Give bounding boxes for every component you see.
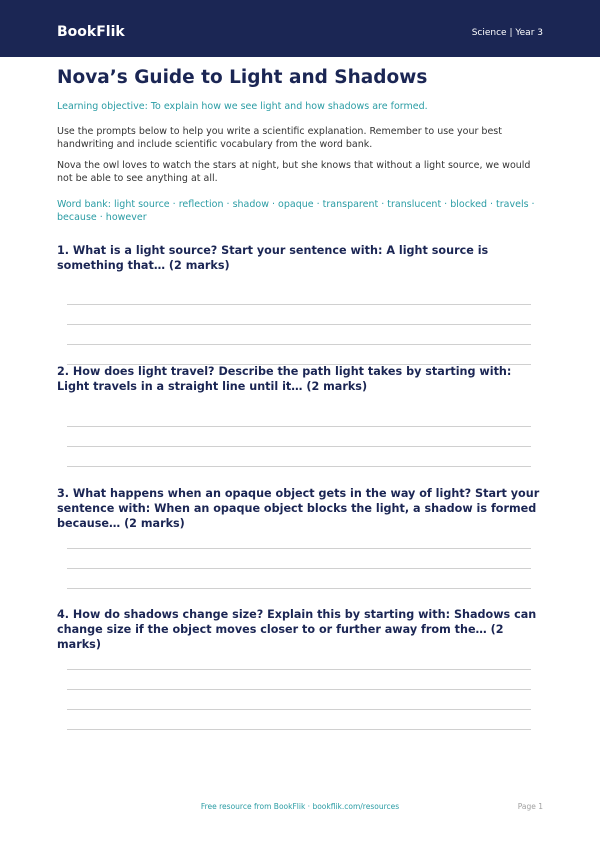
answer-line[interactable]	[67, 548, 531, 549]
answer-line[interactable]	[67, 729, 531, 730]
subject-year-label: Science | Year 3	[471, 28, 543, 38]
intro-paragraph-1: Use the prompts below to help you write a scientific explanation. Remember to use your best handwriting and include scientific vocabulary from the word bank.	[57, 126, 502, 150]
answer-line[interactable]	[67, 344, 531, 345]
brand-logo: BookFlik	[57, 24, 125, 40]
page-title: Nova’s Guide to Light and Shadows	[57, 67, 428, 88]
question-3-text: 3. What happens when an opaque object gets in the way of light? Start your sentence with: When an opaque object blocks the light, a shadow is formed because… (2 marks)	[57, 487, 540, 530]
header-bar	[0, 0, 600, 57]
answer-line[interactable]	[67, 669, 531, 670]
answer-line[interactable]	[67, 324, 531, 325]
answer-line[interactable]	[67, 568, 531, 569]
intro-paragraph-2: Nova the owl loves to watch the stars at night, but she knows that without a light source, we would not be able to see anything at all.	[57, 160, 531, 184]
answer-line[interactable]	[67, 466, 531, 467]
learning-objective: Learning objective: To explain how we see light and how shadows are formed.	[57, 101, 428, 112]
question-1-text: 1. What is a light source? Start your sentence with: A light source is something that… (2 marks)	[57, 244, 489, 272]
answer-line[interactable]	[67, 709, 531, 710]
answer-line[interactable]	[67, 689, 531, 690]
question-4-text: 4. How do shadows change size? Explain this by starting with: Shadows can change size if the object moves closer to or further away from the… (2 marks)	[57, 608, 537, 651]
footer-link[interactable]: Free resource from BookFlik · bookflik.com/resources	[200, 802, 400, 811]
answer-line[interactable]	[67, 304, 531, 305]
answer-line[interactable]	[67, 426, 531, 427]
answer-line[interactable]	[67, 446, 531, 447]
page-number: Page 1	[517, 802, 543, 811]
question-2-text: 2. How does light travel? Describe the path light takes by starting with: Light travels in a straight line until it… (2 marks)	[57, 365, 512, 393]
answer-line[interactable]	[67, 588, 531, 589]
word-bank: Word bank: light source · reflection · shadow · opaque · transparent · translucent · blocked · travels · because · however	[57, 199, 535, 223]
